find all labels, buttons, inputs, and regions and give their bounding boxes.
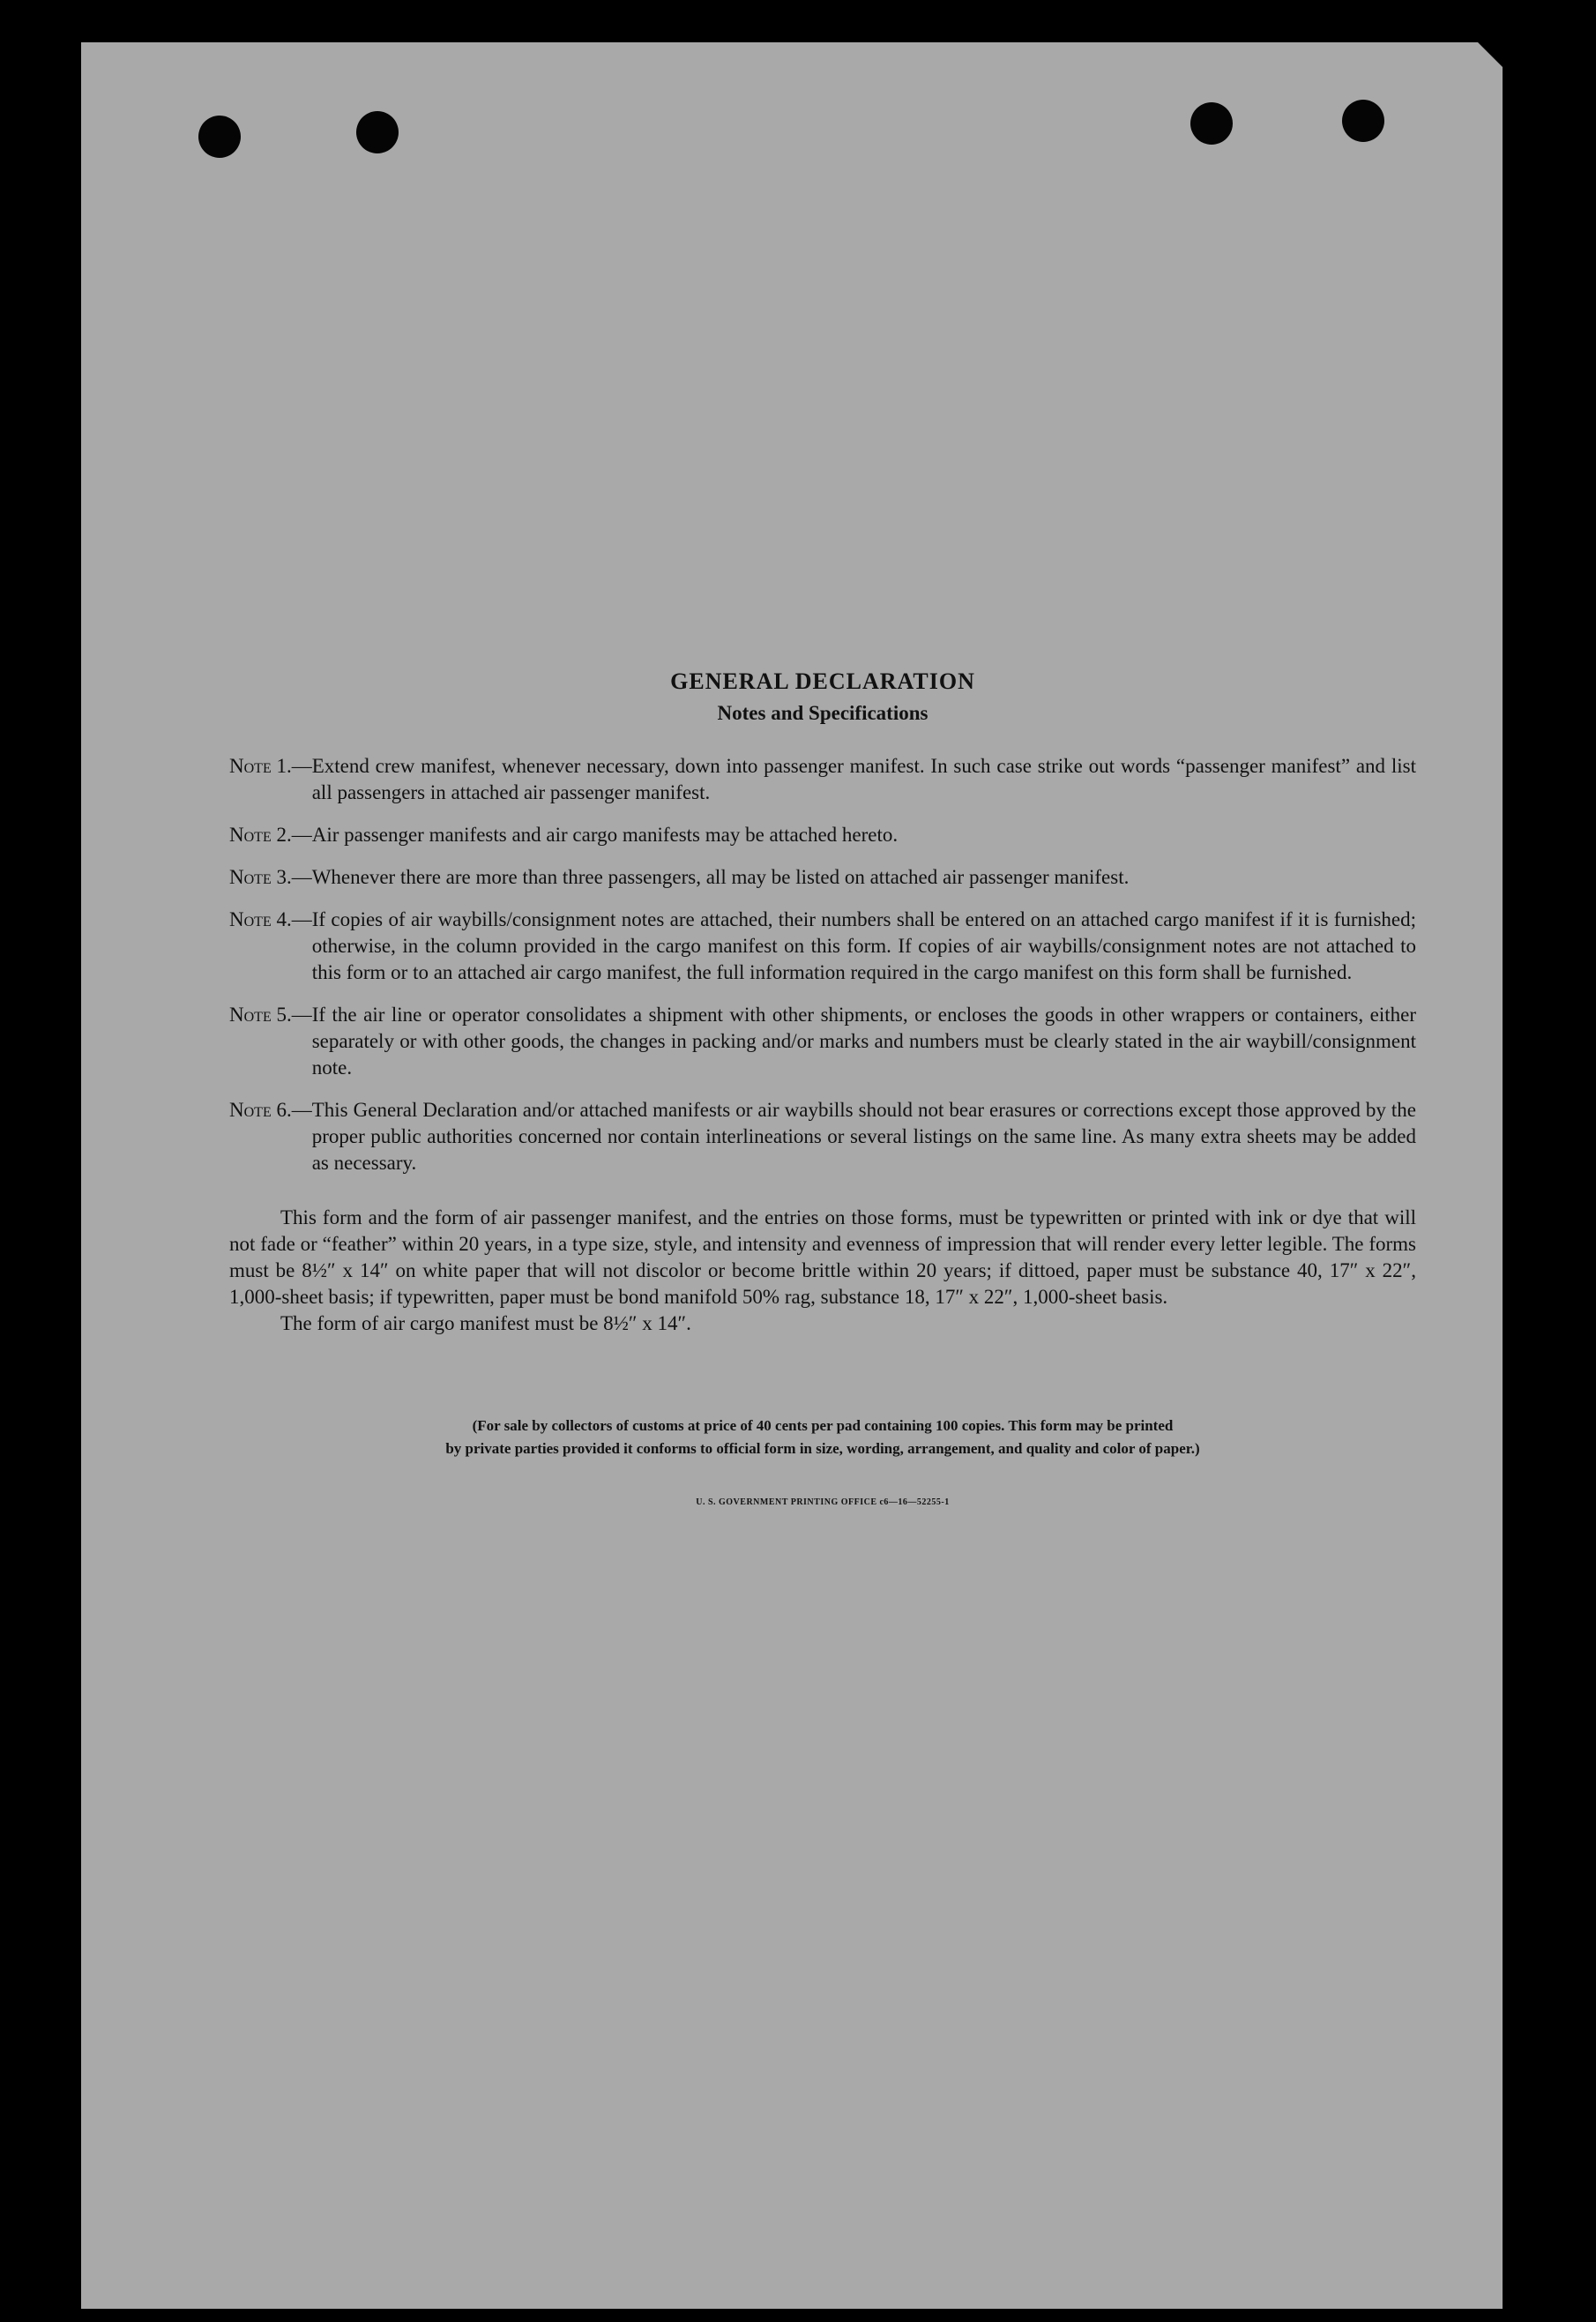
document-title: GENERAL DECLARATION	[670, 668, 975, 694]
sale-notice-line-2: by private parties provided it conforms to official form in size, wording, arrangement, and quality and color of paper.)	[445, 1440, 1200, 1457]
cargo-manifest-size-paragraph: The form of air cargo manifest must be 8½″ x 14″.	[280, 1312, 691, 1334]
punch-hole-4	[1342, 100, 1384, 142]
note-text: If copies of air waybills/consignment notes are attached, their numbers shall be entered on an attached cargo manifest if it is furnished; otherwise, in the column provided in the cargo manifest on this form. If copies of air waybills/consignment notes are not attached to this form or to an attached air cargo manifest, the full information required in the cargo manifest on this form shall be furnished.	[311, 908, 1416, 983]
note-text: This General Declaration and/or attached manifests or air waybills should not bear erasures or corrections except those approved by the proper public authorities concerned nor contain interlineations or several listings on the same line. As many extra sheets may be added as necessary.	[311, 1099, 1416, 1174]
printing-office-imprint: U. S. GOVERNMENT PRINTING OFFICE c6—16—52255-1	[696, 1497, 950, 1507]
notes-content	[229, 668, 1416, 1507]
note-4: Note 4. — If copies of air waybills/consignment notes are attached, their numbers shall be entered on an attached cargo manifest if it is furnished; otherwise, in the column provided in the cargo manifest on this form. If copies of air waybills/consignment notes are not attached to this form or to an attached air cargo manifest, the full information required in the cargo manifest on this form shall be furnished.	[229, 907, 1416, 986]
note-label: Note 6.	[229, 1099, 292, 1121]
note-5: Note 5. — If the air line or operator consolidates a shipment with other shipments, or encloses the goods in other wrappers or containers, either separately or with other goods, the changes in packing and/or marks and numbers must be clearly stated in the air waybill/consignment note.	[229, 1002, 1416, 1081]
note-label: Note 5.	[229, 1004, 292, 1026]
note-3: Note 3. — Whenever there are more than three passengers, all may be listed on attached air passenger manifest.	[229, 864, 1416, 891]
note-label: Note 2.	[229, 824, 292, 846]
sale-notice	[229, 1415, 1416, 1460]
note-label: Note 4.	[229, 908, 292, 930]
punch-hole-1	[198, 116, 241, 158]
document-subtitle: Notes and Specifications	[717, 702, 929, 724]
folded-corner	[1478, 42, 1503, 67]
note-label: Note 3.	[229, 866, 292, 888]
note-text: Whenever there are more than three passengers, all may be listed on attached air passenger manifest.	[311, 866, 1130, 888]
note-text: If the air line or operator consolidates a shipment with other shipments, or encloses the goods in other wrappers or containers, either separately or with other goods, the changes in packing and/or marks and numbers must be clearly stated in the air waybill/consignment note.	[311, 1004, 1416, 1079]
note-1: Note 1. — Extend crew manifest, whenever necessary, down into passenger manifest. In such case strike out words “passenger manifest” and list all passengers in attached air passenger manifest.	[229, 753, 1416, 806]
document-page	[81, 42, 1503, 2309]
note-2: Note 2. — Air passenger manifests and air cargo manifests may be attached hereto.	[229, 822, 1416, 848]
sale-notice-line-1: (For sale by collectors of customs at price of 40 cents per pad containing 100 copies. This form may be printed	[472, 1417, 1174, 1434]
note-text: Extend crew manifest, whenever necessary, down into passenger manifest. In such case strike out words “passenger manifest” and list all passengers in attached air passenger manifest.	[311, 755, 1416, 803]
punch-hole-2	[356, 111, 399, 153]
note-label: Note 1.	[229, 755, 292, 777]
note-6: Note 6. — This General Declaration and/or attached manifests or air waybills should not bear erasures or corrections except those approved by the proper public authorities concerned nor contain interlineations or several listings on the same line. As many extra sheets may be added as necessary.	[229, 1097, 1416, 1176]
paper-specification-paragraph: This form and the form of air passenger manifest, and the entries on those forms, must be typewritten or printed with ink or dye that will not fade or “feather” within 20 years, in a type size, style, and intensity and evenness of impression that will render every letter legible. The forms must be 8½″ x 14″ on white paper that will not discolor or become brittle within 20 years; if dittoed, paper must be substance 40, 17″ x 22″, 1,000-sheet basis; if typewritten, paper must be bond manifold 50% rag, substance 18, 17″ x 22″, 1,000-sheet basis.	[229, 1206, 1416, 1308]
punch-hole-3	[1190, 102, 1233, 145]
note-text: Air passenger manifests and air cargo manifests may be attached hereto.	[311, 824, 899, 846]
